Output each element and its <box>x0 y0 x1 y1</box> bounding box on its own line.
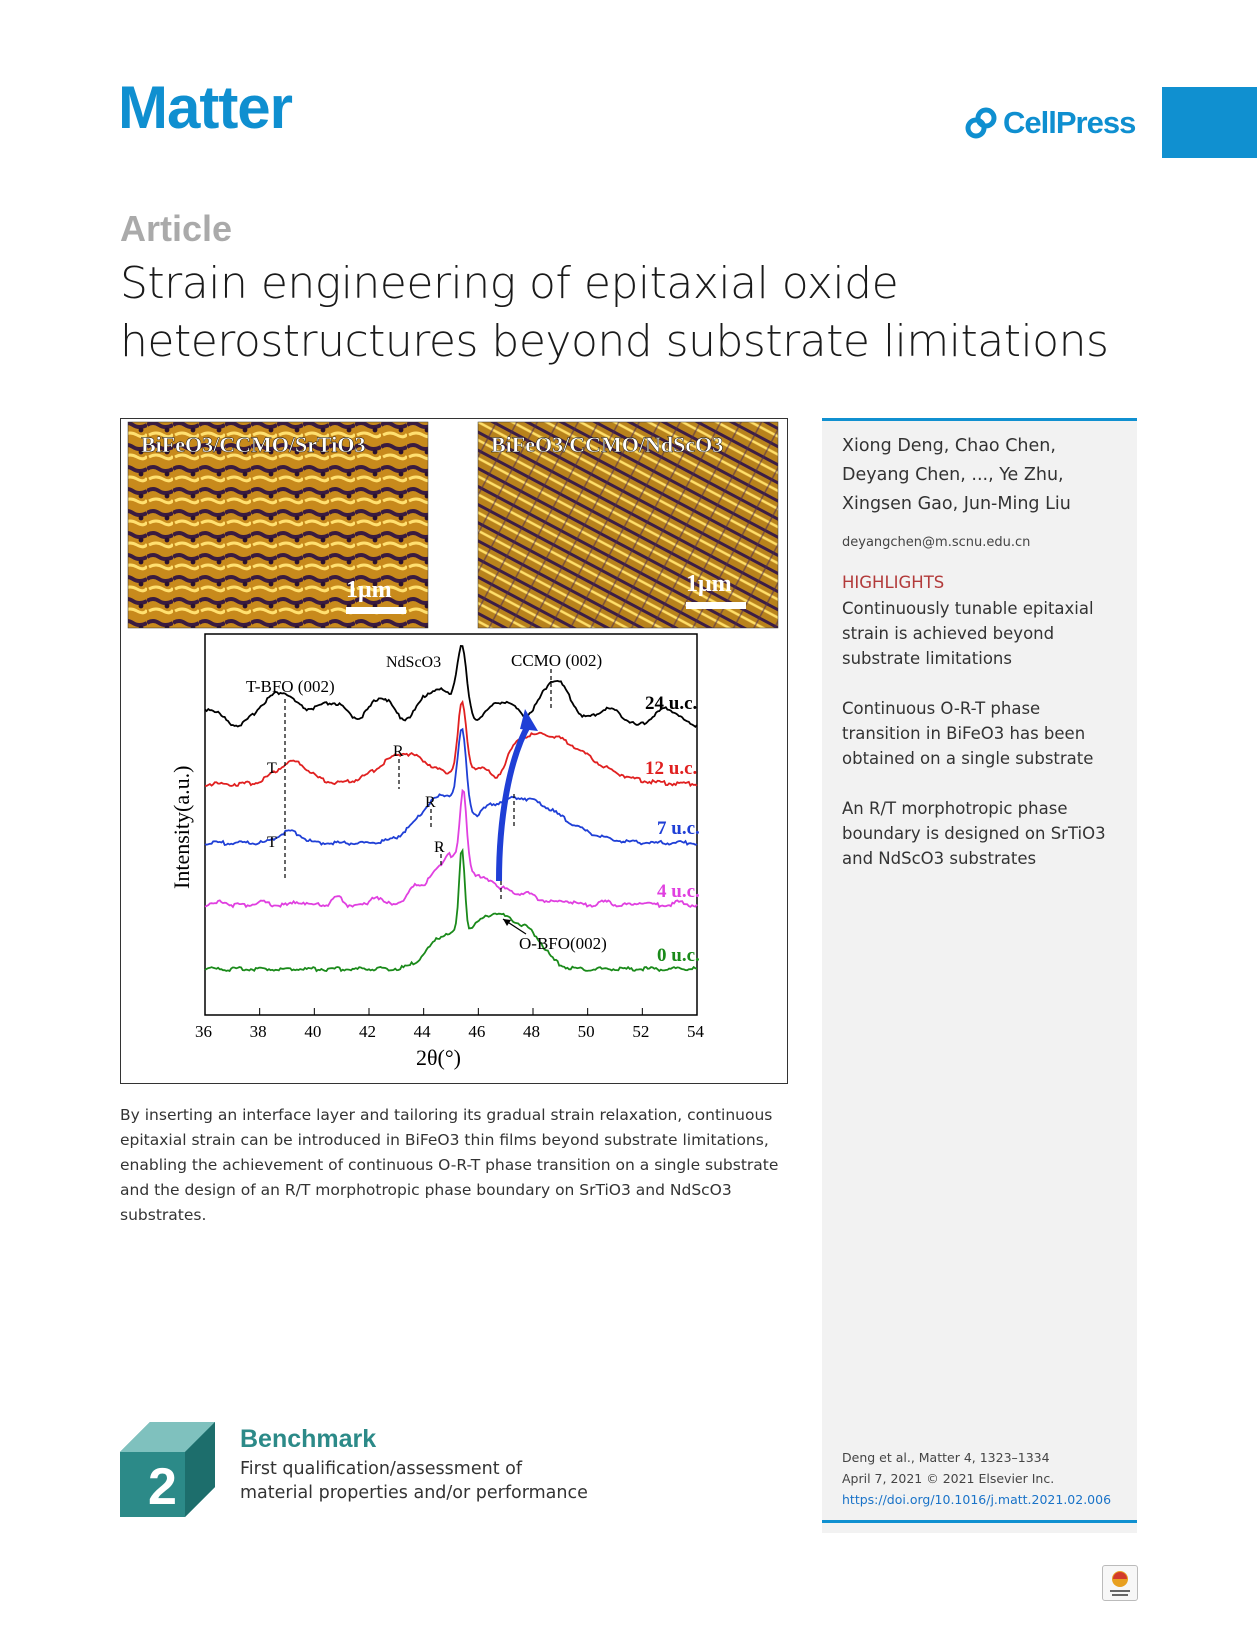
journal-logo: Matter <box>118 74 293 141</box>
benchmark-badge-icon <box>120 1422 215 1517</box>
highlight-item: Continuously tunable epitaxial strain is achieved beyond substrate limitations <box>842 599 1094 668</box>
t-bfo-annotation: T-BFO (002) <box>246 677 335 696</box>
x-axis-ticks <box>195 1008 705 1041</box>
article-title: Strain engineering of epitaxial oxide heterostructures beyond substrate limitations <box>120 258 1109 367</box>
citation-line-1: Deng et al., Matter 4, 1323–1334 <box>842 1450 1050 1465</box>
x-tick-label: 48 <box>523 1022 540 1041</box>
y-axis-label: Intensity(a.u.) <box>169 765 194 889</box>
check-for-updates-icon[interactable] <box>1102 1565 1138 1601</box>
author-list: Xiong Deng, Chao Chen, Deyang Chen, ..., Ye Zhu, Xingsen Gao, Jun-Ming Liu <box>842 436 1071 514</box>
series-line <box>205 791 697 907</box>
graphical-abstract <box>120 418 788 1084</box>
article-type-label: Article <box>120 208 233 249</box>
highlights-heading: HIGHLIGHTS <box>842 573 945 592</box>
scale-bar-right-label: 1μm <box>686 571 732 597</box>
series-labels <box>645 693 700 966</box>
r-annotation-4: R <box>434 839 445 856</box>
highlight-item: Continuous O-R-T phase transition in BiFeO3 has been obtained on a single substrate <box>842 699 1094 768</box>
doi-link[interactable]: https://doi.org/10.1016/j.matt.2021.02.006 <box>842 1492 1112 1507</box>
series-label: 24 u.c. <box>645 693 698 714</box>
series-line <box>205 729 697 845</box>
scale-bar-left-label: 1μm <box>346 577 392 603</box>
r-annotation-12: R <box>393 743 404 760</box>
x-tick-label: 36 <box>195 1022 212 1041</box>
series-label: 12 u.c. <box>645 758 698 779</box>
t-annotation-7: T <box>267 834 277 851</box>
afm-left-label: BiFeO3/CCMO/SrTiO3 <box>141 432 366 457</box>
x-tick-label: 46 <box>468 1022 486 1041</box>
publisher-logo <box>965 105 1135 141</box>
sidebar-bottom-rule <box>822 1520 1137 1523</box>
ndsco3-annotation: NdScO3 <box>386 654 442 671</box>
scale-bar-left <box>346 607 406 614</box>
series-label: 7 u.c. <box>657 818 700 839</box>
t-annotation-12: T <box>267 760 277 777</box>
x-tick-label: 52 <box>632 1022 650 1041</box>
benchmark-description: First qualification/assessment of material properties and/or performance <box>240 1459 588 1503</box>
graphical-abstract-figure <box>121 419 787 1083</box>
series-line <box>205 851 697 971</box>
ccmo-annotation: CCMO (002) <box>511 651 603 670</box>
xrd-chart <box>169 634 705 1070</box>
x-tick-label: 44 <box>413 1022 431 1041</box>
x-axis-label: 2θ(°) <box>416 1045 461 1070</box>
x-tick-label: 38 <box>249 1022 267 1041</box>
x-tick-label: 40 <box>304 1022 322 1041</box>
publisher-name: CellPress <box>1003 105 1136 140</box>
series-label: 0 u.c. <box>657 945 700 966</box>
figure-caption: By inserting an interface layer and tailoring its gradual strain relaxation, continuous epitaxial strain can be introduced in BiFeO3 thin films beyond substrate limitations, enabling the achievement of continuous O-R-T phase transition on a single substrate and the design of an R/T morphotropic phase boundary on SrTiO3 and NdScO3 substrates. <box>120 1106 779 1224</box>
citation-line-2: April 7, 2021 © 2021 Elsevier Inc. <box>842 1471 1055 1486</box>
x-tick-label: 54 <box>687 1022 704 1041</box>
highlight-item: An R/T morphotropic phase boundary is designed on SrTiO3 and NdScO3 substrates <box>842 799 1106 868</box>
cellpress-icon <box>965 107 997 139</box>
series-line <box>205 702 697 786</box>
benchmark-title: Benchmark <box>240 1425 377 1453</box>
scale-bar-right <box>686 602 746 609</box>
corresponding-email[interactable]: deyangchen@m.scnu.edu.cn <box>842 535 1031 550</box>
o-bfo-annotation: O-BFO(002) <box>519 934 607 953</box>
benchmark-level: 2 <box>148 1458 177 1516</box>
x-tick-label: 50 <box>577 1022 595 1041</box>
series-label: 4 u.c. <box>657 881 700 902</box>
citation-block <box>842 1447 1111 1510</box>
r-annotation-7: R <box>425 794 436 811</box>
x-tick-label: 42 <box>359 1022 376 1041</box>
corner-tab <box>1162 87 1257 158</box>
afm-right-label: BiFeO3/CCMO/NdScO3 <box>491 432 724 457</box>
